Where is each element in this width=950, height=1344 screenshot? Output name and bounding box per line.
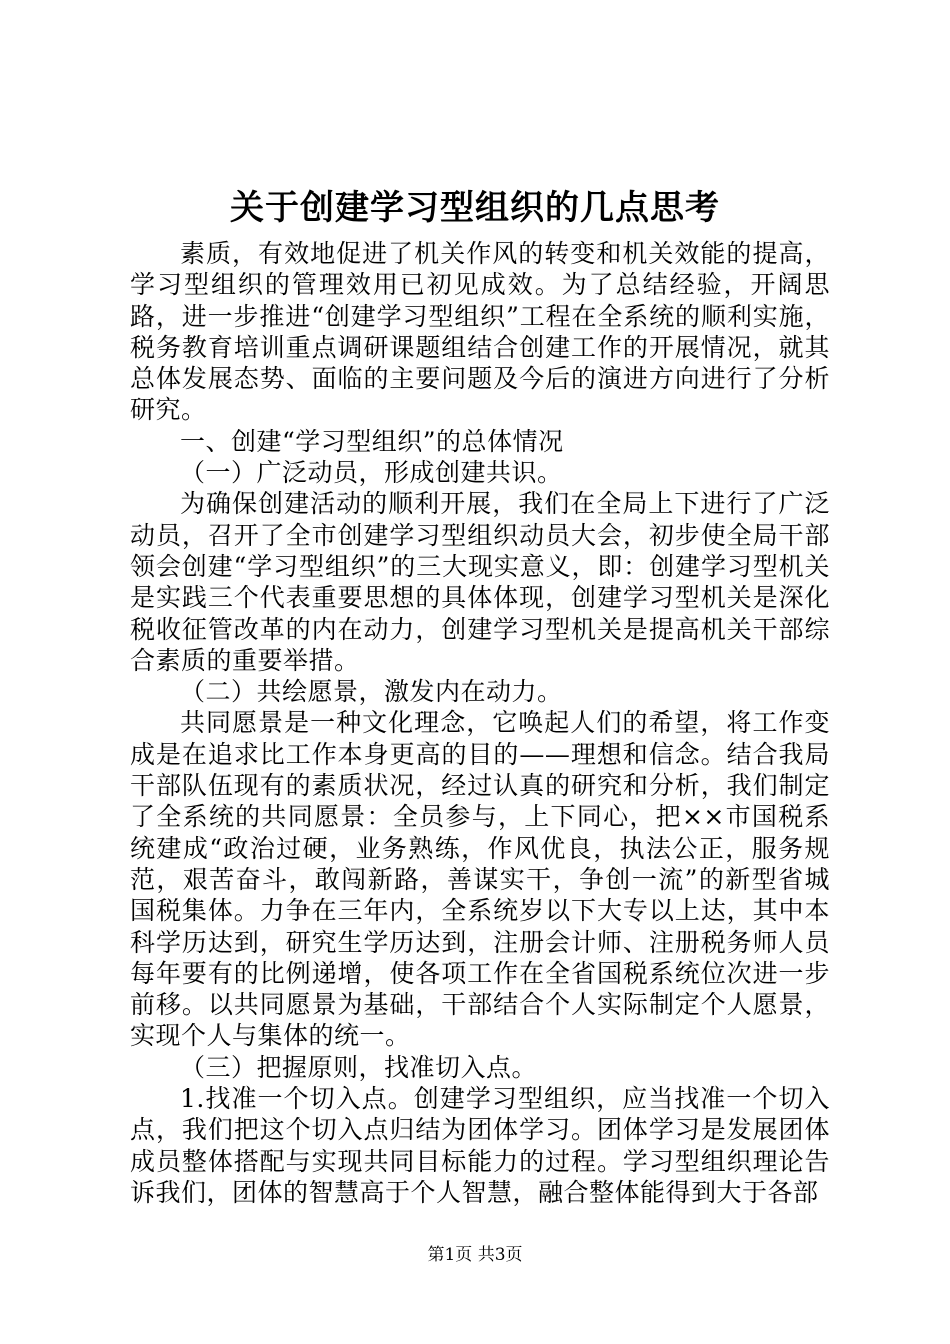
- page-footer: 第1页 共3页: [427, 1245, 523, 1265]
- paragraph-entry-point: 1.找准一个切入点。创建学习型组织，应当找准一个切入点，我们把这个切入点归结为团体学习。团体学习是发展团体成员整体搭配与实现共同目标能力的过程。学习型组织理论告诉我们，团体的智慧高于个人智慧，融合整体能得到大于各部: [130, 1084, 830, 1207]
- paragraph-intro: 素质，有效地促进了机关作风的转变和机关效能的提高，学习型组织的管理效用已初见成效。为了总结经验，开阔思路，进一步推进“创建学习型组织”工程在全系统的顺利实施，税务教育培训重点调研课题组结合创建工作的开展情况，就其总体发展态势、面临的主要问题及今后的演进方向进行了分析研究。: [130, 239, 830, 425]
- subsection-heading-3: （三）把握原则，找准切入点。: [180, 1052, 538, 1082]
- subsection-heading-1: （一）广泛动员，形成创建共识。: [180, 458, 563, 488]
- section-heading-1: 一、创建“学习型组织”的总体情况: [180, 426, 564, 456]
- paragraph-shared-vision: 共同愿景是一种文化理念，它唤起人们的希望，将工作变成是在追求比工作本身更高的目的——理想和信念。结合我局干部队伍现有的素质状况，经过认真的研究和分析，我们制定了全系统的共同愿景：全员参与，上下同心，把××市国税系统建成“政治过硬，业务熟练，作风优良，执法公正，服务规范，艰苦奋斗，敢闯新路，善谋实干，争创一流”的新型省城国税集体。力争在三年内，全系统岁以下大专以上达，其中本科学历达到，研究生学历达到，注册会计师、注册税务师人员每年要有的比例递增，使各项工作在全省国税系统位次进一步前移。以共同愿景为基础，干部结合个人实际制定个人愿景，实现个人与集体的统一。: [130, 708, 830, 1051]
- paragraph-mobilization: 为确保创建活动的顺利开展，我们在全局上下进行了广泛动员，召开了全市创建学习型组织动员大会，初步使全局干部领会创建“学习型组织”的三大现实意义，即：创建学习型机关是实践三个代表重要思想的具体体现，创建学习型机关是深化税收征管改革的内在动力，创建学习型机关是提高机关干部综合素质的重要举措。: [130, 489, 830, 675]
- subsection-heading-2: （二）共绘愿景，激发内在动力。: [180, 677, 563, 707]
- document-title: 关于创建学习型组织的几点思考: [230, 188, 720, 228]
- document-body: [130, 238, 830, 1208]
